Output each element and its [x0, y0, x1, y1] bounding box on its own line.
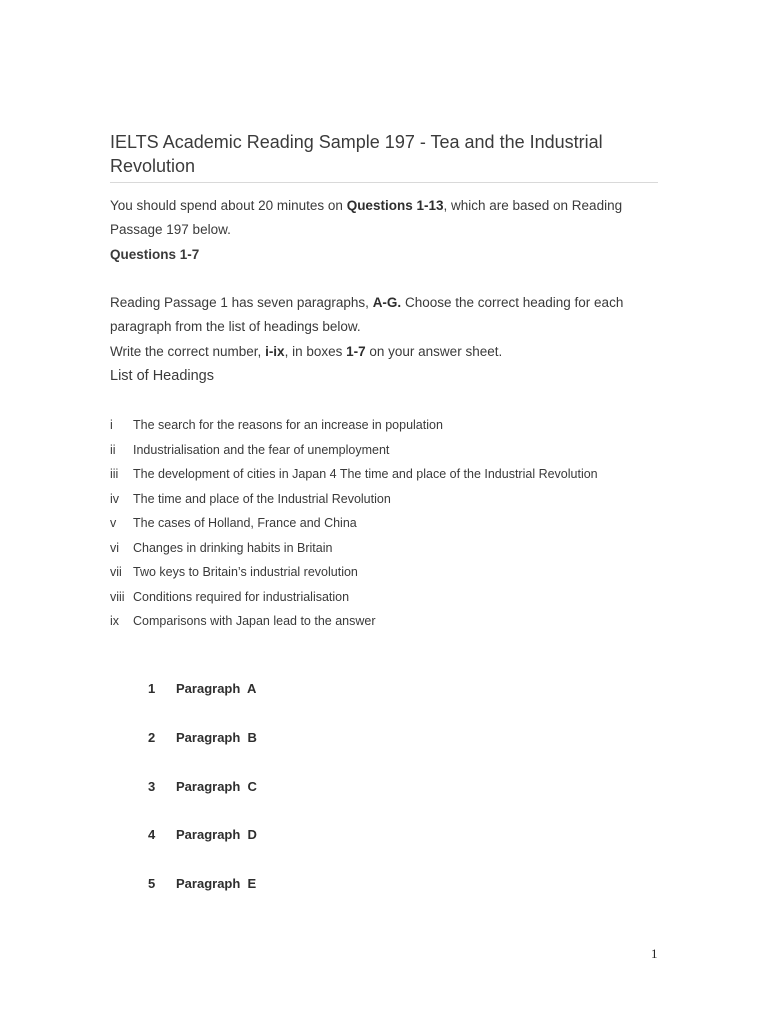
heading-item — [110, 585, 710, 610]
heading-text: Changes in drinking habits in Britain — [133, 540, 333, 555]
instructions-line2-text-1: Write the correct number, — [110, 344, 266, 359]
answer-paragraph-label: Paragraph C — [176, 778, 257, 794]
instructions-box-range: 1-7 — [346, 344, 366, 359]
heading-text: The search for the reasons for an increase in population — [133, 418, 443, 432]
intro-text-2: , which are based on Reading Passage 197 below. — [110, 198, 623, 237]
answer-item — [148, 872, 257, 921]
heading-numeral: iv — [110, 491, 120, 506]
heading-item — [110, 560, 710, 585]
heading-text: Conditions required for industrialisation — [133, 589, 350, 604]
instructions-paragraph — [110, 291, 670, 339]
heading-numeral: ix — [110, 614, 120, 628]
answer-paragraph-label: Paragraph D — [176, 827, 257, 843]
heading-item — [110, 609, 710, 634]
instructions-numeral-range: i-ix — [265, 344, 285, 359]
instructions-line2-text-3: on your answer sheet. — [365, 344, 503, 359]
answer-paragraph-label: Paragraph A — [176, 681, 257, 696]
answer-item — [148, 726, 257, 775]
heading-numeral: viii — [110, 589, 125, 604]
instructions-text-2: Choose the correct heading for each paragraph from the list of headings below. — [110, 295, 624, 334]
heading-text: The development of cities in Japan 4 The time and place of the Industrial Revolution — [133, 467, 598, 481]
answer-paragraph-label: Paragraph B — [176, 729, 257, 745]
heading-item — [110, 536, 710, 561]
heading-item — [110, 413, 710, 438]
answer-item — [148, 677, 257, 726]
heading-text: The time and place of the Industrial Revolution — [133, 491, 391, 506]
heading-item — [110, 511, 710, 536]
answer-number: 3 — [148, 778, 156, 794]
heading-item — [110, 487, 710, 512]
answer-item — [148, 775, 257, 824]
answer-number: 4 — [148, 827, 156, 843]
intro-paragraph — [110, 194, 670, 242]
document-title: IELTS Academic Reading Sample 197 - Tea and the Industrial Revolution — [110, 132, 603, 176]
headings-list — [110, 413, 710, 634]
heading-numeral: ii — [110, 442, 116, 457]
instructions-answer-line — [110, 340, 670, 364]
instructions-text-1: Reading Passage 1 has seven paragraphs, — [110, 295, 373, 310]
answer-item — [148, 823, 257, 872]
questions-heading: Questions 1-7 — [110, 247, 200, 262]
heading-numeral: vii — [110, 565, 122, 579]
intro-text-1: You should spend about 20 minutes on — [110, 198, 347, 213]
heading-item — [110, 438, 710, 463]
instructions-line2-text-2: , in boxes — [284, 344, 347, 359]
answer-list — [148, 677, 257, 921]
title-divider — [110, 182, 658, 183]
answer-number: 1 — [148, 681, 156, 696]
heading-text: Industrialisation and the fear of unemployment — [133, 442, 390, 457]
answer-paragraph-label: Paragraph E — [176, 876, 257, 891]
heading-text: Two keys to Britain’s industrial revolution — [133, 565, 358, 579]
heading-text: Comparisons with Japan lead to the answer — [133, 614, 376, 628]
heading-numeral: i — [110, 418, 113, 432]
page-number: 1 — [651, 946, 658, 961]
list-of-headings-title: List of Headings — [110, 368, 214, 384]
instructions-paragraph-range: A-G. — [372, 295, 402, 310]
answer-number: 5 — [148, 876, 156, 891]
intro-questions-range: Questions 1-13 — [346, 198, 444, 213]
heading-numeral: iii — [110, 467, 119, 481]
heading-item — [110, 462, 710, 487]
heading-numeral: v — [110, 516, 117, 530]
heading-numeral: vi — [110, 540, 120, 555]
answer-number: 2 — [148, 729, 156, 745]
heading-text: The cases of Holland, France and China — [133, 516, 357, 530]
